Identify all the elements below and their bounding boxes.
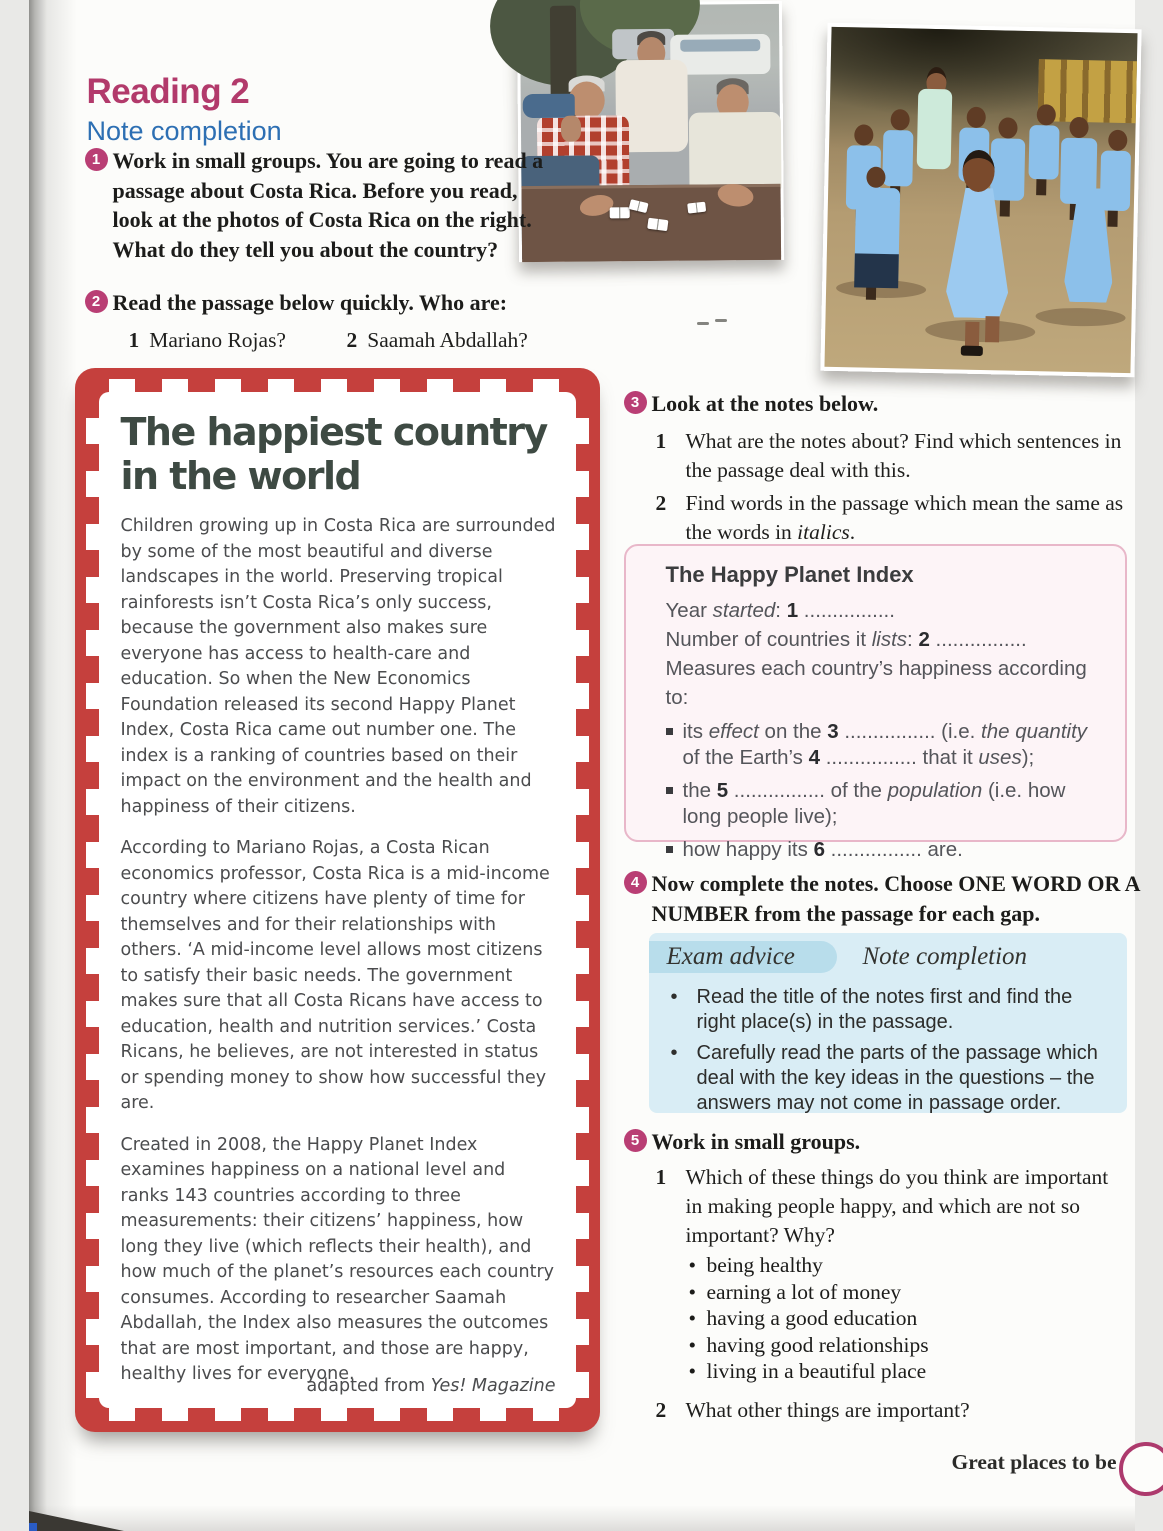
exercise-1-number: 1 [85, 148, 108, 171]
reading-passage-card [75, 368, 600, 1432]
stamp-edge-right [575, 402, 589, 1398]
blue-cap [522, 94, 574, 118]
child [1099, 151, 1130, 212]
exercise-5-number: 5 [624, 1129, 647, 1152]
notes-title: The Happy Planet Index [665, 562, 914, 587]
notes-measures-line: Measures each country’s happiness according to: [665, 657, 1087, 709]
child [882, 130, 913, 187]
page-title: Reading 2 [86, 72, 250, 111]
exercise-3-text: Look at the notes below. [651, 391, 879, 416]
exercise-2-number: 2 [85, 290, 108, 313]
item-text: Saamah Abdallah? [367, 328, 528, 352]
child [989, 138, 1024, 201]
option-row [689, 1358, 929, 1385]
happy-planet-index-notes-box [624, 544, 1127, 861]
item-number: 2 [346, 328, 358, 352]
page-subtitle: Note completion [86, 116, 282, 146]
exercise-5-options [689, 1252, 929, 1385]
item-text: Mariano Rojas? [149, 328, 286, 352]
notes-bullet-3 [666, 837, 1107, 863]
exercise-4-line1: Now complete the notes. Choose ONE WORD OR A [651, 871, 1141, 896]
stamp-edge-top [109, 379, 566, 393]
exam-advice-label: Exam advice [666, 943, 795, 970]
domino [609, 207, 629, 218]
option-text: living in a beautiful place [706, 1359, 927, 1383]
exam-advice-topic: Note completion [862, 943, 1028, 970]
bullet-dot-icon: • [688, 1332, 697, 1357]
option-text: having good relationships [706, 1332, 929, 1357]
exercise-3-item-2-number: 2 [655, 491, 667, 515]
advice-bullet-2 [671, 1041, 1113, 1116]
notes-bullet-1-text: its effect on the 3 ................ (i.e. the quantity of the Earth’s 4 ................ that it uses); [682, 720, 1088, 769]
notes-bullet-2 [666, 778, 1107, 830]
exercise-2-item-2 [347, 326, 528, 355]
exercise-4-number: 4 [624, 871, 647, 894]
front-girl-head [962, 150, 995, 193]
exercise-5-item-1: Which of these things do you think are important in making people happy, and which are not so important? Why? [685, 1165, 1109, 1247]
exercise-2-item-1 [129, 326, 286, 355]
section-header [87, 72, 282, 147]
exam-advice-box [649, 933, 1127, 1113]
passage-paragraph-3: Created in 2008, the Happy Planet Index examines happiness on a national level and ranks 143 countries according to three measurements: their citizens’ happiness, how long they live (which reflects their health), and how much of the planet’s resources each country consumes. According to researcher Saamah Abdallah, the Index also measures the outcomes that are most important, and those are happy, healthy lives for everyone. [120, 1134, 555, 1384]
passage-body [99, 392, 576, 1408]
exercise-5-text: Work in small groups. [651, 1129, 861, 1154]
front-girl-leg [985, 316, 1000, 342]
front-girl-leg [964, 322, 979, 348]
exercise-3-item-2: Find words in the passage which mean the same as the words in italics. [685, 491, 1124, 544]
domino [687, 202, 706, 214]
square-bullet-icon [666, 728, 673, 735]
passage-paragraph-2: According to Mariano Rojas, a Costa Rican economics professor, Costa Rica is a mid-income country where citizens have plenty of time for themselves and for their relationships with others. ‘A mid-income level allows most citizens to satisfy their basic needs. The government makes sure that all Costa Ricans have access to education, health and nutrition services.’ Costa Ricans, he believes, are not interested in status or spending money to show how successful they are. [120, 838, 550, 1113]
advice-bullet-2-text: Carefully read the parts of the passage which deal with the key ideas in the questions – the answers may not come in passage order. [696, 1042, 1098, 1114]
bullet-dot-icon: • [670, 986, 678, 1008]
exercise-5-item-1-number: 1 [655, 1165, 667, 1189]
passage-title-line2: in the world [120, 454, 361, 498]
exercise-5-item-2-number: 2 [655, 1398, 667, 1422]
passage-credit: adapted from Yes! Magazine [306, 1376, 556, 1396]
exercise-4-line2: NUMBER from the passage for each gap. [651, 901, 1040, 926]
option-text: having a good education [706, 1306, 918, 1330]
exercise-3-item-1-number: 1 [655, 429, 667, 453]
bullet-dot-icon: • [688, 1253, 697, 1277]
exercise-3-item-1: What are the notes about? Find which sentences in the passage deal with this. [685, 429, 1122, 482]
option-text: being healthy [706, 1253, 823, 1277]
option-row [689, 1279, 929, 1306]
exercise-5-item-2: What other things are important? [685, 1398, 970, 1422]
exercise-2-text: Read the passage below quickly. Who are: [112, 290, 508, 315]
square-bullet-icon [666, 846, 673, 853]
passage-title [121, 410, 556, 498]
boy-shorts [854, 253, 899, 288]
passage-paragraph-1: Children growing up in Costa Rica are surrounded by some of the most beautiful and diverse landscapes in the world. Preserving tropical rainforests isn’t Costa Rica’s only success, because the government also makes sure everyone has access to health-care and education. So when the New Economics Foundation released its second Happy Planet Index, Costa Rica came out number one. The index is a ranking of countries based on their impact on the environment and the health and happiness of their citizens. [120, 516, 556, 817]
option-row [689, 1252, 929, 1279]
option-text: earning a lot of money [706, 1279, 902, 1304]
exercise-3-number: 3 [624, 391, 647, 414]
photo-men-playing-dominoes [516, 1, 783, 262]
bullet-dot-icon: • [688, 1359, 697, 1383]
car-window [680, 39, 760, 52]
children-photo-scene [824, 27, 1137, 373]
ground-shadow [925, 319, 1035, 343]
bullet-dot-icon: • [688, 1306, 697, 1330]
option-row [689, 1305, 929, 1332]
item-number: 1 [128, 328, 140, 352]
scan-corner-artifact [29, 1511, 124, 1531]
advice-bullet-1 [671, 985, 1113, 1035]
stamp-edge-left [86, 402, 100, 1398]
notes-countries-line: Number of countries it lists: 2 ................ [665, 628, 1027, 651]
unit-footer-title: Great places to be [951, 1450, 1117, 1474]
textbook-page [29, 0, 1141, 1531]
page-bottom-shadow [29, 1505, 1135, 1531]
exercise-1-text: Work in small groups. You are going to read a passage about Costa Rica. Before you read, look at the photos of Costa Rica on the right. What do they tell you about the country? [112, 148, 544, 262]
teacher [916, 89, 952, 170]
child [1028, 125, 1059, 180]
page-number-circle [1119, 1442, 1163, 1496]
dominoes-photo-scene [519, 4, 780, 259]
bullet-dot-icon: • [688, 1279, 697, 1304]
pencil-mark [715, 319, 727, 322]
notes-year-line: Year started: 1 ................ [665, 599, 895, 622]
ground-shadow [1035, 307, 1125, 327]
scan-edge-artifact [29, 1523, 37, 1531]
advice-bullet-1-text: Read the title of the notes first and find the right place(s) in the passage. [696, 986, 1073, 1033]
notes-bullet-2-text: the 5 ................ of the population (i.e. how long people live); [682, 779, 1066, 828]
notes-bullet-3-text: how happy its 6 ................ are. [682, 838, 963, 861]
square-bullet-icon [666, 787, 673, 794]
pencil-mark [697, 322, 709, 325]
passage-title-line1: The happiest country [120, 410, 547, 454]
foreground-man-face [560, 116, 580, 142]
photo-schoolchildren-running [820, 23, 1141, 377]
exam-advice-bullets [671, 985, 1113, 1122]
bullet-dot-icon: • [670, 1042, 678, 1064]
stamp-edge-bottom [109, 1407, 566, 1421]
option-row [689, 1332, 929, 1359]
shoe [960, 346, 982, 356]
page-gutter-shadow [29, 0, 77, 1531]
notes-bullet-1 [666, 719, 1107, 771]
